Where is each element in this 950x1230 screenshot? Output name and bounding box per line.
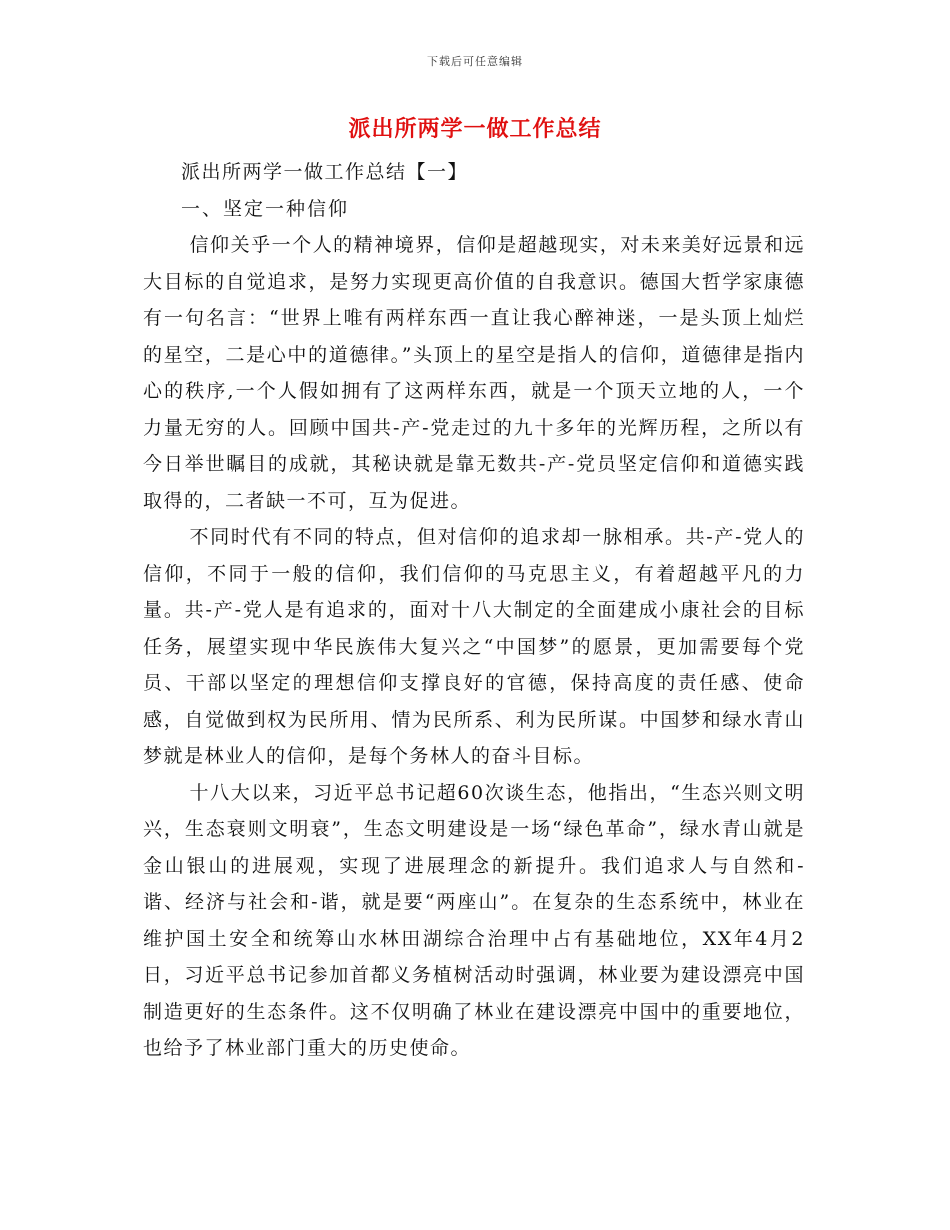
page-header-note: 下载后可任意编辑: [427, 55, 523, 68]
paragraph-1: 信仰关乎一个人的精神境界，信仰是超越现实，对未来美好远景和远大目标的自觉追求，是努力实现更高价值的自我意识。德国大哲学家康德有一句名言：“世界上唯有两样东西一直让我心醉神迷，一是头顶上灿烂的星空，二是心中的道德律。”头顶上的星空是指人的信仰，道德律是指内心的秩序,一个人假如拥有了这两样东西，就是一个顶天立地的人，一个力量无穷的人。回顾中国共-产-党走过的九十多年的光辉历程，之所以有今日举世瞩目的成就，其秘诀就是靠无数共-产-党员坚定信仰和道德实践取得的，二者缺一不可，互为促进。: [143, 234, 805, 512]
subheading: 一、坚定一种信仰: [181, 197, 350, 220]
paragraph-2: 不同时代有不同的特点，但对信仰的追求却一脉相承。共-产-党人的信仰，不同于一般的信仰，我们信仰的马克思主义，有着超越平凡的力量。共-产-党人是有追求的，面对十八大制定的全面建成小康社会的目标任务，展望实现中华民族伟大复兴之“中国梦”的愿景，更加需要每个党员、干部以坚定的理想信仰支撑良好的官德，保持高度的责任感、使命感，自觉做到权为民所用、情为民所系、利为民所谋。中国梦和绿水青山梦就是林业人的信仰，是每个务林人的奋斗目标。: [143, 526, 805, 767]
document-body: [143, 154, 805, 1067]
paragraph-3: 十八大以来，习近平总书记超60次谈生态，他指出，“生态兴则文明兴，生态衰则文明衰”，生态文明建设是一场“绿色革命”，绿水青山就是金山银山的进展观，实现了进展理念的新提升。我们追求人与自然和-谐、经济与社会和-谐，就是要“两座山”。在复杂的生态系统中，林业在维护国土安全和统筹山水林田湖综合治理中占有基础地位，XX年4月2日，习近平总书记参加首都义务植树活动时强调，林业要为建设漂亮中国制造更好的生态条件。这不仅明确了林业在建设漂亮中国中的重要地位，也给予了林业部门重大的历史使命。: [143, 781, 805, 1059]
section-heading: 派出所两学一做工作总结【一】: [181, 161, 469, 183]
document-title: 派出所两学一做工作总结: [348, 116, 602, 142]
